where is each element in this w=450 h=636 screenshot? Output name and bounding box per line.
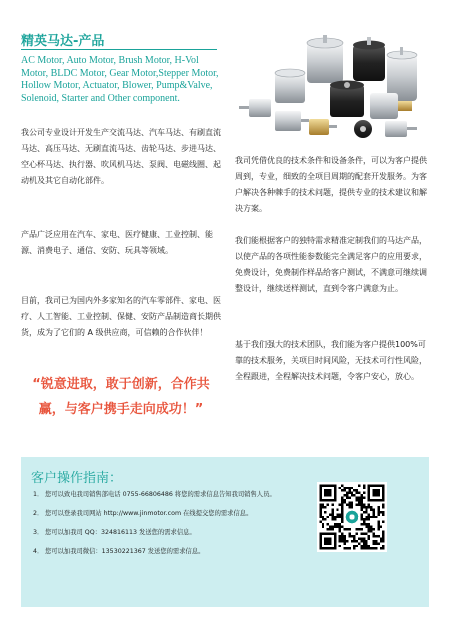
guide-list	[33, 491, 303, 567]
guide-item-num: 3．	[33, 529, 44, 536]
guide-item-num: 2．	[33, 510, 44, 517]
motor-small-4	[354, 120, 372, 138]
guide-item-text: 您可以加我司 QQ：324816113 发送您的需求信息。	[45, 529, 196, 536]
tech-team-paragraph: 基于我们强大的技术团队，我们能为客户提供100%可靠的技术服务，关项目时间风险，无技术可行性风险，全程跟进，全程解决技术问题，令客户安心，放心。	[235, 340, 427, 381]
intro-paragraph: 我公司专业设计开发生产交流马达、汽车马达、有刷直流马达、高压马达、无刷直流马达、齿轮马达、步进马达、空心杯马达、执行器、吹风机马达、泵阀、电磁线圈、起动机及其它自动化部件。	[21, 128, 221, 185]
guide-item-phone	[33, 491, 303, 510]
guide-item-website	[33, 510, 303, 529]
page-title: 精英马达-产品	[21, 34, 105, 49]
guide-item-text: 您可以登录我司网站 http://www.jinmotor.com 在线提交您的需求信息。	[45, 510, 253, 517]
motor-large-3	[387, 47, 417, 101]
customization-paragraph: 我们能根据客户的独特需求精准定制我们的马达产品，以使产品的各项性能参数能完全满足客户的应用要求，免费设计，免费制作样品给客户测试，不满意可继续调整设计，继续送样测试，直到令客户满意为止。	[235, 236, 427, 293]
motor-large-2	[353, 37, 385, 81]
product-list-en: AC Motor, Auto Motor, Brush Motor, H-Vol Motor, BLDC Motor, Gear Motor,Stepper Motor, Hollow Motor, Actuator, Blower, Pump&Valve, Solenoid, Starter and Other component.	[21, 55, 219, 104]
motors-photo	[235, 33, 427, 145]
application-paragraph: 产品广泛应用在汽车、家电、医疗健康、工业控制、能源、消费电子、通信、安防、玩具等领域。	[21, 230, 213, 255]
motor-large-1	[307, 35, 343, 83]
customer-guide-panel	[21, 457, 429, 607]
guide-item-num: 4．	[33, 548, 44, 555]
service-paragraph: 我司凭借优良的技术条件和设备条件，可以为客户提供周到，专业，细致的全项目周期的配套开发服务。为客户解决各种棘手的技术问题，提供专业的技术建议和解决方案。	[235, 156, 427, 213]
motor-mid-2	[330, 81, 364, 118]
slogan: “锐意进取，敢于创新，合作共赢，与客户携手走向成功！”	[32, 377, 210, 417]
customers-paragraph: 目前，我司已为国内外多家知名的汽车零部件、家电、医疗、人工智能、工业控制、保健、安防产品制造商长期供货，成为了它们的 A 级供应商，可信赖的合作伙伴！	[21, 296, 221, 337]
qr-code[interactable]	[317, 482, 387, 552]
guide-item-wechat	[33, 548, 303, 567]
guide-item-text: 您可以加我司微信：13530221367 发送您的需求信息。	[45, 548, 205, 555]
motor-mid-1	[275, 69, 305, 103]
guide-title: 客户操作指南：	[31, 471, 123, 486]
guide-item-num: 1．	[33, 491, 44, 498]
guide-item-qq	[33, 529, 303, 548]
guide-item-text: 您可以致电我司销售部电话 0755-66806486 将您的需求信息告知我司销售人员。	[45, 491, 276, 498]
title-underline	[21, 49, 217, 50]
